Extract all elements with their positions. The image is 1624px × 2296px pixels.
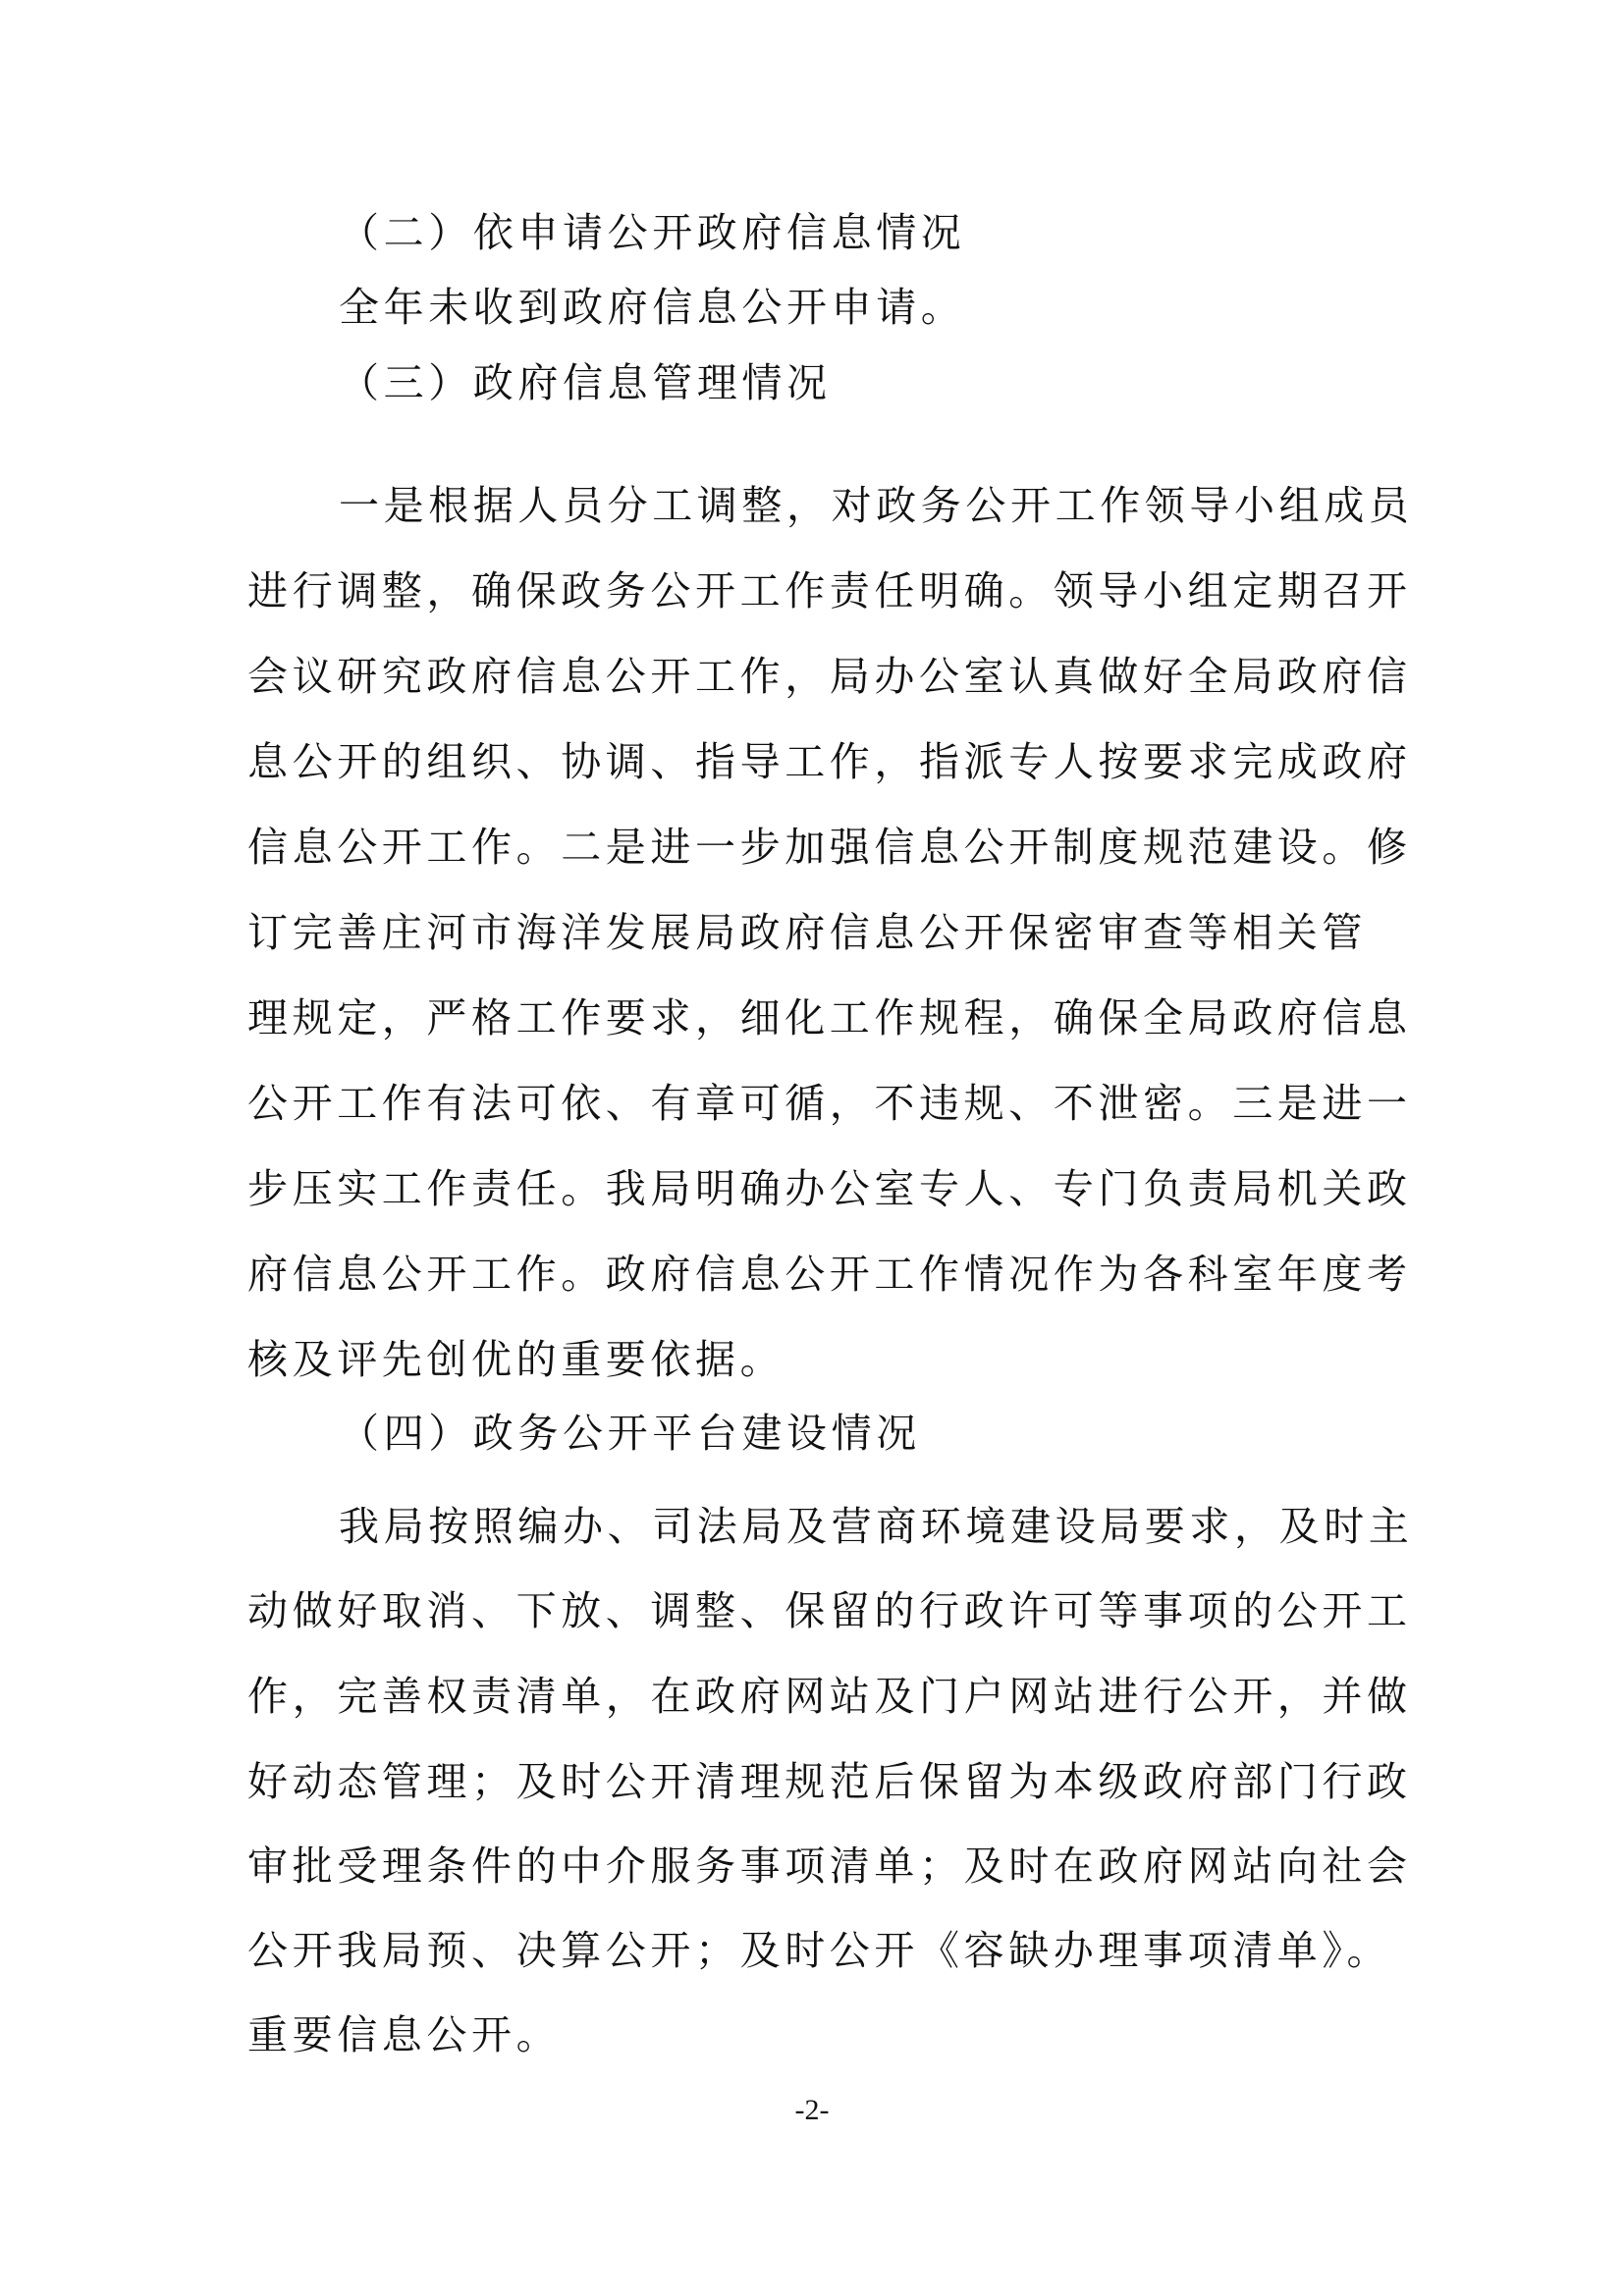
page-number: -2- [794,2094,830,2126]
paragraph-line: 审批受理条件的中介服务事项清单；及时在政府网站向社会 [247,1842,1412,1890]
paragraph-line: 息公开的组织、协调、指导工作，指派专人按要求完成政府 [247,738,1412,785]
paragraph-line: 重要信息公开。 [247,2011,562,2058]
paragraph-line: 公开工作有法可依、有章可循，不违规、不泄密。三是进一 [247,1080,1412,1127]
paragraph-line: 步压实工作责任。我局明确办公室专人、专门负责局机关政 [247,1165,1412,1212]
paragraph-line: 我局按照编办、司法局及营商环境建设局要求，及时主 [339,1503,1414,1550]
paragraph-line: 好动态管理；及时公开清理规范后保留为本级政府部门行政 [247,1758,1412,1805]
section-heading-4: （四）政务公开平台建设情况 [339,1410,921,1457]
paragraph-line: 理规定，严格工作要求，细化工作规程，确保全局政府信息 [247,994,1412,1041]
paragraph-line: 作，完善权责清单，在政府网站及门户网站进行公开，并做 [247,1673,1412,1720]
paragraph-line: 会议研究政府信息公开工作，局办公室认真做好全局政府信 [247,653,1412,700]
section-heading-3: （三）政府信息管理情况 [339,359,832,406]
paragraph-line: 公开我局预、决算公开；及时公开《容缺办理事项清单》。 [247,1927,1392,1974]
paragraph-line: 进行调整，确保政务公开工作责任明确。领导小组定期召开 [247,567,1412,614]
paragraph-line: 动做好取消、下放、调整、保留的行政许可等事项的公开工 [247,1587,1412,1634]
paragraph-line: 一是根据人员分工调整，对政务公开工作领导小组成员 [339,482,1414,529]
paragraph-line: 信息公开工作。二是进一步加强信息公开制度规范建设。修 [247,824,1412,871]
paragraph-line: 订完善庄河市海洋发展局政府信息公开保密审查等相关管 [247,909,1367,956]
paragraph-line: 核及评先创优的重要依据。 [247,1336,785,1383]
section-heading-2: （二）依申请公开政府信息情况 [339,209,966,256]
paragraph-line: 全年未收到政府信息公开申请。 [339,284,966,331]
paragraph-line: 府信息公开工作。政府信息公开工作情况作为各科室年度考 [247,1251,1412,1298]
